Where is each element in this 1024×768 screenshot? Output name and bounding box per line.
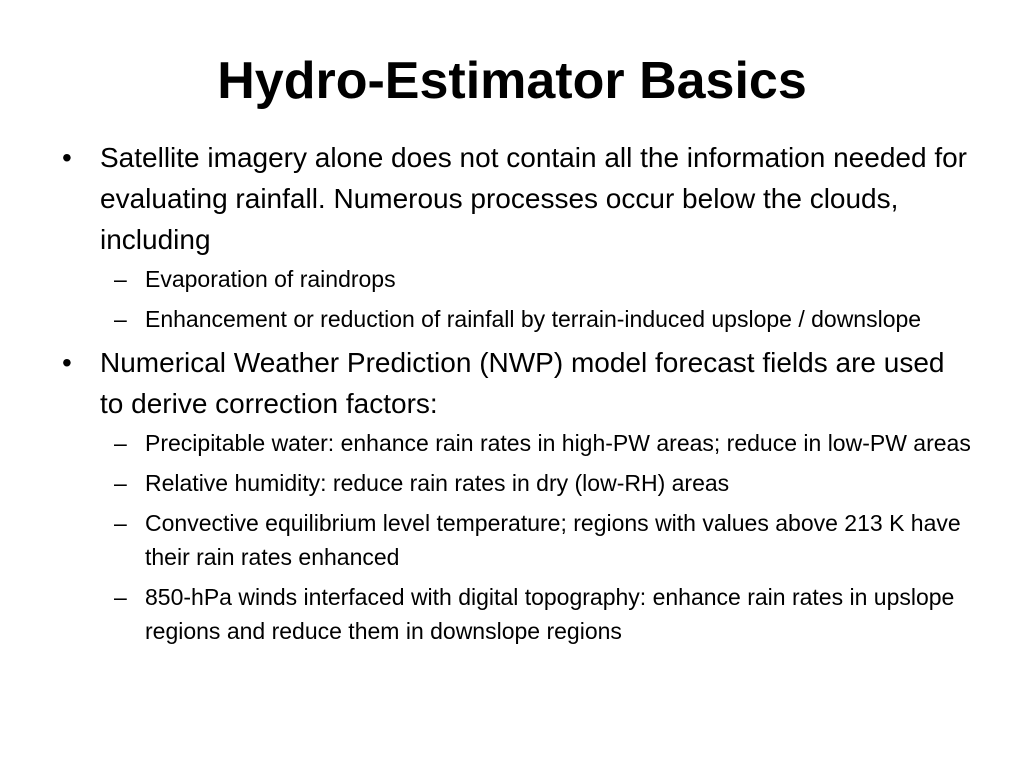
- sub-bullet-item: [100, 262, 972, 296]
- sub-bullet-text: Convective equilibrium level temperature; regions with values above 213 K have their rain rates enhanced: [145, 510, 961, 570]
- sub-bullet-item: [100, 426, 972, 460]
- sub-bullet-text: Precipitable water: enhance rain rates in high-PW areas; reduce in low-PW areas: [145, 430, 971, 456]
- sub-bullet-text: Relative humidity: reduce rain rates in dry (low-RH) areas: [145, 470, 730, 496]
- dash-marker: –: [114, 470, 127, 496]
- slide-title: Hydro-Estimator Basics: [217, 52, 807, 110]
- sub-bullet-list: [100, 262, 972, 336]
- bullet-text: Satellite imagery alone does not contain all the information needed for evaluating rainfall. Numerous processes occur below the clouds, including: [100, 142, 967, 255]
- sub-bullet-item: [100, 466, 972, 500]
- dash-marker: –: [114, 306, 127, 332]
- bullet-text: Numerical Weather Prediction (NWP) model forecast fields are used to derive correction factors:: [100, 347, 945, 419]
- dash-marker: –: [114, 584, 127, 610]
- sub-bullet-text: Evaporation of raindrops: [145, 266, 396, 292]
- sub-bullet-item: [100, 580, 972, 648]
- bullet-item: [62, 137, 972, 336]
- sub-bullet-item: [100, 506, 972, 574]
- sub-bullet-text: Enhancement or reduction of rainfall by terrain-induced upslope / downslope: [145, 306, 922, 332]
- bullet-list: [62, 137, 972, 654]
- bullet-item: [62, 342, 972, 648]
- sub-bullet-text: 850-hPa winds interfaced with digital topography: enhance rain rates in upslope regions and reduce them in downslope regions: [145, 584, 955, 644]
- dash-marker: –: [114, 510, 127, 536]
- dash-marker: –: [114, 430, 127, 456]
- bullet-marker: •: [62, 142, 72, 173]
- sub-bullet-item: [100, 302, 972, 336]
- bullet-marker: •: [62, 347, 72, 378]
- sub-bullet-list: [100, 426, 972, 648]
- dash-marker: –: [114, 266, 127, 292]
